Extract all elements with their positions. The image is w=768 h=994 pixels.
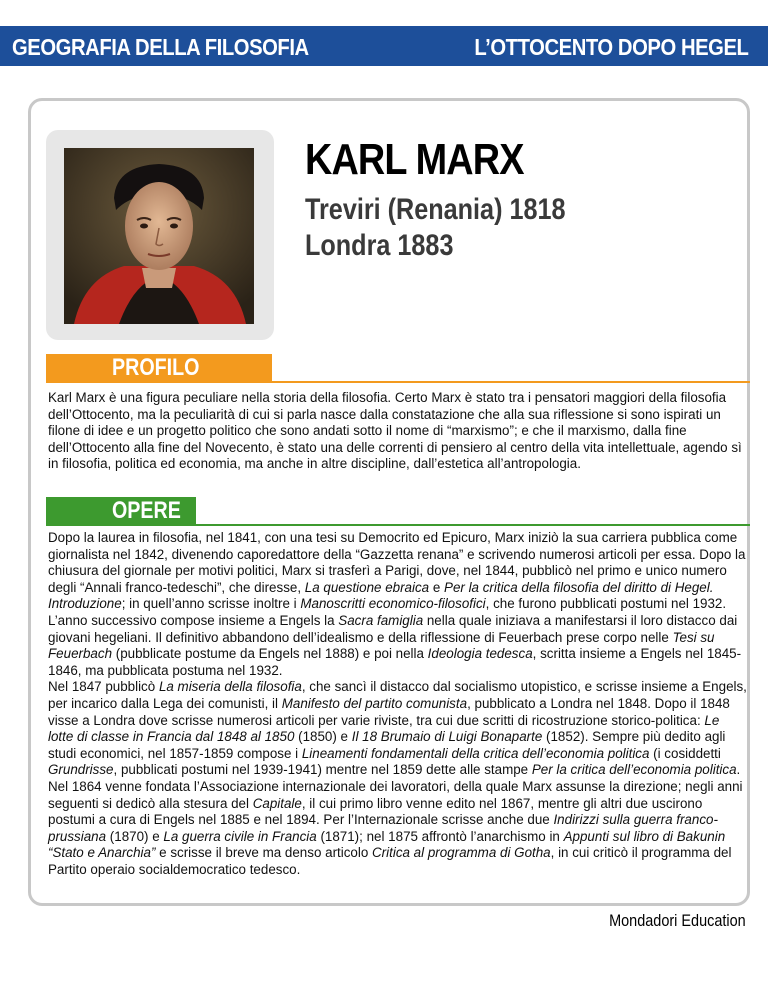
work-title: Grundrisse [48,762,114,778]
text-run: , il cui primo libro venne edito nel 1867, mentre gli altri due uscirono postumi a cura di Engels nel 1885 e nel 1894. Per l’Internazionale scrisse anche due [48,795,703,828]
text-run: e scrisse il breve ma denso articolo [155,845,373,861]
work-title: Lineamenti fondamentali della critica dell’economia politica [301,745,650,761]
opere-paragraph-3 [48,779,748,879]
text-run: , scritta insieme a Engels nel 1845-1846, ma pubblicata postuma nel 1932. [48,646,742,678]
work-title: La miseria della filosofia [158,679,302,695]
work-title: La questione ebraica [304,579,430,595]
text-run: Dopo la laurea in filosofia, nel 1841, con una tesi su Democrito ed Epicuro, Marx iniziò la sua carriera pubblica come giornalista nel 1842, divenendo caporedattore della “Gazzetta renana” e scrivendo numerosi articoli per essa. Dopo la chiusura del giornale per motivi politici, Marx si trasferì a Parigi, dove, nel 1844, pubblicò nel primo e unico numero degli “Annali franco-tedeschi”, che diresse, [48,530,746,595]
publisher-name: Mondadori Education [609,911,746,930]
header-banner [0,26,768,66]
text-run: (i cosiddetti [649,745,721,761]
text-run: e [429,579,445,595]
text-run: , che sancì il distacco dal socialismo utopistico, e scrisse insieme a Engels, per incarico dalla Lega dei comunisti, il [48,679,747,711]
work-title: Per la critica dell’economia politica [531,762,737,778]
profilo-divider [46,381,750,383]
series-title: GEOGRAFIA DELLA FILOSOFIA [12,34,309,60]
text-run: , in cui criticò il programma del Partito operaio socialdemocratico tedesco. [48,845,732,877]
work-title: Manoscritti economico-filosofici [300,596,486,612]
work-title: La guerra civile in Francia [163,828,317,844]
text-run: (1871); nel 1875 affrontò l’anarchismo in [316,828,564,844]
opere-paragraph-2 [48,679,748,779]
profilo-heading [46,354,272,382]
work-title: Capitale [252,795,302,811]
text-run: Nel 1847 pubblicò [48,679,159,695]
person-dates [305,192,566,264]
opere-heading [46,497,196,525]
birth-place-year: Treviri (Renania) 1818 [305,193,566,226]
portrait-image [64,148,254,324]
work-title: Sacra famiglia [338,612,424,628]
work-title: Ideologia tedesca [427,646,533,662]
text-run: (1850) e [294,729,352,745]
work-title: Le lotte di classe in Francia dal 1848 al 1850 [48,712,720,745]
text-run: (1852). Sempre più dedito agli studi economici, nel 1857-1859 compose i [48,729,726,761]
text-run: Nel 1864 venne fondata l’Associazione internazionale dei lavoratori, della quale Marx assunse la direzione; negli anni seguenti si dedicò alla stesura del [48,778,743,811]
work-title: Il 18 Brumaio di Luigi Bonaparte [351,729,543,745]
chapter-title: L’OTTOCENTO DOPO HEGEL [473,34,748,60]
text-run: , pubblicati postumi nel 1939-1941) mentre nel 1859 dette alle stampe [113,762,532,778]
work-title: Per la critica della filosofia del diritto di Hegel. Introduzione [48,579,714,612]
text-run: nella quale iniziava a manifestarsi il loro distacco dai giovani hegeliani. Il definitivo abbandono dell’idealismo e della riflessione di Feuerbach prese corpo nelle [48,612,738,645]
text-run: , pubblicato a Londra nel 1848. Dopo il 1848 visse a Londra dove scrisse numerosi articoli per varie riviste, tra cui due scritti di ricostruzione storico-politica: [48,695,730,728]
work-title: Manifesto del partito comunista [281,695,468,711]
text-run: (1870) e [106,828,164,844]
work-title: Appunti sul libro di Bakunin “Stato e Anarchia” [48,828,726,861]
opere-paragraph-1 [48,530,748,679]
opere-heading-label: OPERE [112,497,181,524]
death-place-year: Londra 1883 [305,229,454,262]
text-run: (pubblicate postume da Engels nel 1888) e poi nella [112,646,428,662]
work-title: Indirizzi sulla guerra franco-prussiana [48,812,718,844]
profilo-text: Karl Marx è una figura peculiare nella storia della filosofia. Certo Marx è stato tra i pensatori maggiori della filosofia dell’Ottocento, ma la peculiarità di cui si parla nasce dalla constatazione che alla sua riflessione si sono ispirati un filone di idee e un progetto politico che sono andati sotto il nome di “marxismo”; e che il marxismo, dalla fine dell’Ottocento alla fine del Novecento, è stato una delle correnti di pensiero al centro della vita intellettuale, agendo sì in filosofia, politica ed economia, ma anche in altre discipline, dall’estetica all’antropologia. [48,390,742,472]
opere-text [48,530,748,878]
portrait-painting [64,148,254,324]
work-title: Critica al programma di Gotha [372,845,551,861]
text-run: ; in quell’anno scrisse inoltre i [121,596,301,612]
work-title: Tesi su Feuerbach [48,629,715,662]
opere-divider [46,524,750,526]
person-name: KARL MARX [305,135,524,184]
text-run: , che furono pubblicati postumi nel 1932. L’anno successivo compose insieme a Engels la [48,596,727,628]
text-run: . [736,762,741,778]
profilo-heading-label: PROFILO [112,354,200,381]
